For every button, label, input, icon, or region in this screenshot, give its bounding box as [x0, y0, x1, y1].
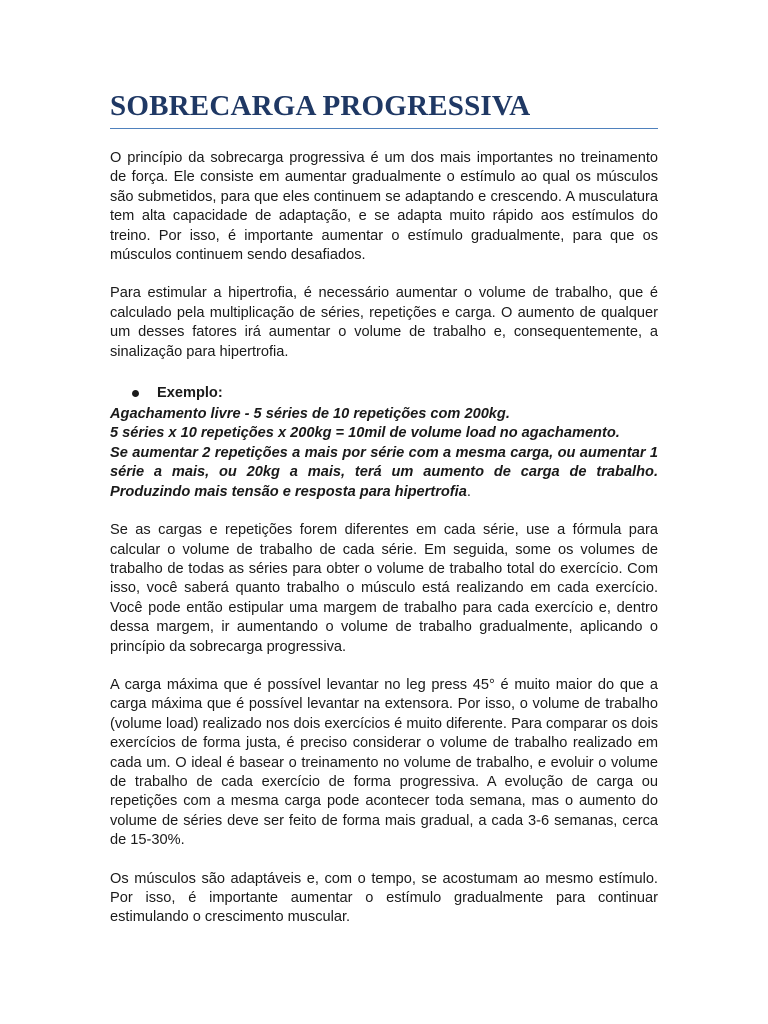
paragraph-comparison: A carga máxima que é possível levantar no leg press 45° é muito maior do que a carga máxima que é possível levantar na extensora. Por isso, o volume de trabalho (volume load) realizado nos dois exercícios é muito diferente. Para comparar os dois exercícios de forma justa, é preciso considerar o volume de trabalho realizado em cada um. O ideal é basear o treinamento no volume de trabalho, e evoluir o volume de trabalho de cada exercício de forma progressiva. A evolução de carga ou repetições com a mesma carga pode acontecer toda semana, mas o aumento do volume de séries deve ser feito de forma mais gradual, a cada 3-6 semanas, cerca de 15-30%.	[110, 676, 658, 849]
paragraph-volume: Para estimular a hipertrofia, é necessário aumentar o volume de trabalho, que é calculado pela multiplicação de séries, repetições e carga. O aumento de qualquer um desses fatores irá aumentar o volume de trabalho e, consequentemente, a sinalização para hipertrofia.	[110, 285, 658, 360]
example-line-1: Agachamento livre - 5 séries de 10 repetições com 200kg.	[110, 406, 510, 423]
example-trailing-period: .	[466, 483, 471, 500]
paragraph-intro: O princípio da sobrecarga progressiva é um dos mais importantes no treinamento de força. Ele consiste em aumentar gradualmente o estímulo ao qual os músculos são submetidos, para que eles continuem se adaptando e crescendo. A musculatura tem alta capacidade de adaptação, e se adapta muito rápido aos estímulos do treino. Por isso, é importante aumentar o estímulo gradualmente, para que os músculos continuem sendo desafiados.	[110, 150, 658, 264]
paragraph-conclusion: Os músculos são adaptáveis e, com o tempo, se acostumam ao mesmo estímulo. Por isso, é importante aumentar o estímulo gradualmente para continuar estimulando o crescimento muscular.	[110, 870, 658, 926]
example-label: Exemplo:	[157, 385, 223, 402]
example-line-3: Se aumentar 2 repetições a mais por série com a mesma carga, ou aumentar 1 série a mais, ou 20kg a mais, terá um aumento de carga de trabalho. Produzindo mais tensão e resposta para hipertrofia	[110, 444, 658, 500]
example-block	[110, 405, 658, 502]
page-title: SOBRECARGA PROGRESSIVA	[110, 90, 531, 122]
title-underline	[110, 128, 658, 129]
example-bullet	[110, 381, 658, 405]
bullet-icon	[132, 390, 139, 397]
paragraph-formula: Se as cargas e repetições forem diferentes em cada série, use a fórmula para calcular o volume de trabalho de cada série. Em seguida, some os volumes de trabalho de todas as séries para obter o volume de trabalho total do exercício. Com isso, você saberá quanto trabalho o músculo está realizando em cada exercício. Você pode então estipular uma margem de trabalho para cada exercício e, dentro dessa margem, ir aumentando o volume de trabalho gradualmente, aplicando o princípio da sobrecarga progressiva.	[110, 522, 658, 655]
example-line-2: 5 séries x 10 repetições x 200kg = 10mil de volume load no agachamento.	[110, 425, 620, 442]
